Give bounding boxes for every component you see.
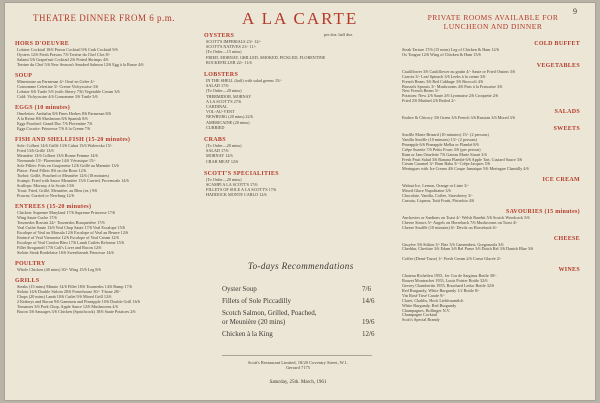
menu-line: Steaks (15 mins) Minute 14/6 Fillet 18/6 Tournedos 14/6 Rump 17/6 [17, 285, 133, 289]
menu-line: CRAB MEAT 12/6 [206, 159, 239, 164]
menu-line: Pineapple 6/6 Pineapple Melba or Flambé 8/6 [402, 142, 479, 147]
section-title: LOBSTERS [204, 72, 239, 78]
recommendation-price: 14/6 [362, 297, 375, 305]
section-title: SALADS [554, 109, 580, 116]
recommendations-separator [222, 355, 372, 356]
menu-line: Champagne Cocktail [402, 313, 438, 318]
section-title: CHEESE [553, 235, 580, 242]
menu-line: Tournedos Rossini 24/- Tournedos Bouquetière 17/6 [17, 221, 105, 225]
menu-line: Meunière 13/6 Colbert 13/6 Bonne Femme 14/6 [17, 154, 98, 158]
menu-line: Sirloin Steak Bordelaise 16/6 Sweetbreads Princesse 14/6 [17, 251, 114, 255]
menu-line: (To Order—15 mins) [206, 50, 242, 55]
menu-line: (To Order—20 mins) [206, 144, 242, 148]
section-title: ICE CREAM [542, 177, 580, 184]
section-title: SCOTT'S SPECIALITIES [204, 170, 279, 177]
menu-line: Cauliflower 3/6 Cauliflower au gratin 4/- Saute or Fried Onions 3/6 [402, 69, 516, 74]
menu-line: Cassata, Liqueur, Tutti Frutti, Pistachio 4/6 [402, 198, 475, 203]
menu-line: MORNAY 12/6 [206, 154, 233, 159]
menu-line: Whole Chicken (40 mins) 30/- Wing 15/6 Leg 8/6 [17, 268, 101, 272]
section-title: WINES [558, 267, 580, 274]
menu-line: Crêpe Suzette 7/6 Petits Fours 3/6 (per person) [402, 147, 481, 152]
recommendation-name: Chicken à la King [222, 330, 273, 338]
section-title: GRILLS [15, 278, 40, 284]
menu-line: Lobster Cocktail 10/6 Prawn Cocktail 9/6 Crab Cocktail 9/6 [17, 48, 118, 52]
menu-line: Fillet Stroganoff 17/6 Calf's Liver and Bacon 12/6 [17, 246, 102, 250]
menu-line: Veal Cutlet Saute 13/6 Veal Chop Saute 17/6 Veal Escalope 15/6 [17, 226, 126, 230]
menu-line: Ox Tongue 12/6 Wing of Chicken & Ham 15/6 [402, 52, 481, 57]
menu-line: HADDOCK MONTE CARLO 12/6 [206, 193, 267, 198]
menu-line: Meringues with Ice Cream 4/6 Coupe Jamaique 5/6 Meringue Chantilly 4/6 [402, 167, 529, 172]
menu-line: Fried 13/6 Grillé 13/6 [17, 149, 54, 153]
section-title: SOUP [15, 73, 33, 79]
menu-line: CURRIED [206, 125, 225, 130]
menu-line: Fried 2/6 Mashed 2/6 Boiled 2/- [402, 99, 456, 104]
menu-line: IN THE SHELL (half) with salad greens 15/- [206, 79, 282, 83]
menu-line: Vin Rosé Tirsé Carafe 9/- [402, 293, 445, 298]
section-title: SWEETS [553, 126, 580, 132]
menu-line: Claret, Chablis, Hock Liebfraumilch [402, 298, 464, 303]
menu-line: Champagnes, Bollinger N.V. [402, 308, 451, 313]
recommendation-name: or Meunière (20 mins) [222, 318, 286, 326]
restaurant-phone: Gerrard 7175 [285, 365, 311, 370]
menu-line: Sole: Colbert 14/6 Grillé 13/6 Cubat 15/6 Walewska 15/- [17, 144, 113, 148]
section-title: COLD BUFFET [534, 41, 580, 47]
recommendations-title: To-days Recommendations [248, 261, 354, 271]
menu-line: Bouzet Montrachet 1953, Louis Poirier Bottle 32/6 [402, 279, 488, 284]
recommendation-name: Oyster Soup [222, 285, 257, 293]
menu-line: Prawns: Curried or Newburg 12/6 [17, 194, 74, 198]
menu-line: Minestrone au Parmesan 4/- Oeuf en Gelee 4/- [17, 80, 96, 84]
menu-line: SALAD 17/6 [206, 149, 229, 154]
menu-line: 2 Kidneys and Bacon 9/6 Gammon and Pineapple 10/6 Double Grill 16/6 [17, 300, 140, 304]
menu-line: Gevrey Chambertin 1955, Bouchard Leduc Bottle 32/6 [402, 284, 495, 288]
menu-line: Chocolate, Vanilla, Coffee, Strawberry 3/- [402, 194, 473, 198]
menu-line: Cream Caramel 3/- Rum Baba 3/- Crêpe Jacques 5/6 [402, 162, 491, 167]
recommendation-price: 7/6 [362, 285, 371, 293]
restaurant-address: Scott's Restaurant Limited, 18/20 Coventry Street, W.1. [247, 360, 349, 365]
menu-line: Fresh Fruit Salad 3/6 Banana Flambé 6/6 Apple Tart, Custard Sauce 3/6 [402, 157, 523, 162]
menu-line: Emincé of Veal Viennoise 12/6 Escalope of Veal Cream 12/6 [17, 236, 119, 240]
section-title: HORS D'OEUVRE [15, 41, 70, 47]
menu-line: Potatoes: New 2/6 Saute 2/6 Lyonnaise 2/6 Croquette 2/6 [402, 94, 499, 99]
menu-line: Oysters 12/6 Fresh Prawns 7/6 Terrine du Chef Clos 8/- [17, 53, 111, 57]
recommendation-price: 12/6 [362, 330, 375, 338]
menu-line: Wing Saute Cuche 17/6 [17, 216, 57, 220]
menu-line: Brussels Sprouts 3/- Mushrooms 4/6 Peas à la Francaise 3/6 [402, 84, 503, 89]
menu-line: Anchovies or Sardines on Toast 4/- Welsh Rarebit 5/6 Scotch Woodcock 5/6 [402, 215, 530, 220]
menu-line: FRIED, MORNAY, GRILLED, SMOKED, PICKLED, FLORENTINE [206, 55, 326, 60]
section-title: POULTRY [15, 261, 46, 267]
menu-line: Endive & Chicory 3/6 Green 3/6 French 3/6 Russian 3/6 Mixed 3/6 [402, 116, 515, 121]
menu-line: New French Beans 5/- [402, 89, 440, 94]
menu-line: Eggs Poached: Grand Duc 7/6 Florentine 7/6 [17, 122, 93, 126]
menu-line: Turbot: Grillé, Poached or Meunière 12/6 (18 minutes) [17, 174, 109, 178]
menu-line: Bacon 3/6 Sausages 3/6 Chicken (Spatchcock) 18/6 Saute Potatoes 2/6 [17, 310, 136, 314]
section-title: VEGETABLES [536, 62, 580, 69]
private-rooms-heading-1: PRIVATE ROOMS AVAILABLE FOR [427, 13, 559, 22]
menu-line: Cold: Vichyssoise 4/6 Consomme 3/6 Turtle 5/6 [17, 95, 98, 99]
menu-line: Gruyère 3/6 Stilton 3/- Brie 3/6 Camembert, Gorgonzola 3/6 [402, 242, 504, 247]
menu-line: White Burgundy, Red Burgundy [402, 303, 457, 308]
menu-line: NEWBURG (20 mins) 22/6 [206, 115, 253, 120]
menu-line: Lobster 6/6 Turtle 5/6 (with Sherry 7/6) Vegetable Cream 3/6 [17, 90, 120, 94]
theatre-dinner-heading: THEATRE DINNER FROM 6 p.m. [33, 13, 176, 23]
menu-line: CARDINAL [206, 105, 228, 109]
menu-line: SCOTT'S NATIVES 21/- 11/- [206, 45, 257, 50]
menu-line: SCOTT'S IMPERIALS 23/- 12/- [206, 40, 262, 44]
menu-line: Mixed Glace Napolitaine 3/6 [402, 189, 451, 194]
menu-line: Consomme Celestine 3/- Creme Vichyssoise 3/6 [17, 85, 98, 89]
section-title: FISH AND SHELLFISH (15-20 minutes) [15, 137, 131, 143]
menu-line: Trout: Fried, Grillé, Meunière, au Bleu (ea.) 9/6 [17, 189, 98, 193]
menu-line: French Beans 3/6 Red Cabbage 3/6 Broccoli 4/6 [402, 79, 484, 84]
left-column [15, 3, 198, 400]
menu-line: Scallops: Mornay, à la Scotts 13/6 [17, 184, 75, 188]
menu-line: Salami 5/6 Grapefruit Cocktail 2/6 Potted Shrimps 4/6 [17, 58, 109, 62]
menu-line: (To Order—20 mins) [206, 177, 242, 182]
menu-line: Cheese Soufflé (10 minutes) 6/- Devils on Horseback 6/- [402, 225, 498, 230]
menu-line: Red Burgundy, White Burgundy 1/2 Bottle 8/- [402, 288, 480, 293]
price-heading: per doz. half doz. [324, 32, 354, 37]
menu-line: Rum or Jam Omelette 7/6 Gateau Marie Stuart 3/6 [402, 152, 487, 157]
recommendation-name: Fillets of Sole Piccadilly [222, 297, 292, 305]
menu-line: Carrots 3/- Leaf Spinach 3/6 Leeks à la creme 3/6 [402, 74, 486, 79]
page-number: 9 [573, 7, 577, 16]
menu-card [5, 3, 595, 400]
menu-line: SALAD 17/6 [206, 84, 229, 89]
menu-line: Cheese Straws 5/- Angels on Horseback 7/6 Mushrooms on Toast 4/- [402, 220, 518, 225]
menu-line: Chicken: Supreme Maryland 17/6 Supreme Princesse 17/6 [17, 211, 116, 215]
menu-line: Vanilla Souffle (10 minutes) 13/- (2 persons) [402, 137, 478, 142]
middle-column [202, 3, 394, 400]
menu-line: Sole Fillets: Frits en Goujonette 12/6 Grillé au Marmite 13/6 [17, 164, 119, 168]
a-la-carte-title: A LA CARTE [242, 9, 359, 28]
menu-line: A la Reine 8/6 Mushroom 8/6 Spanish 8/6 [17, 117, 88, 121]
menu-line: FILLETS OF SOLE A LA SCOTT'S 17/6 [206, 188, 277, 193]
section-title: ENTREES (15-20 minutes) [15, 204, 92, 210]
menu-date: Saturday, 25th. March, 1961 [269, 380, 327, 385]
menu-line: Sirloin 14/6 Double Sirloin 28/6 Porterhouse 30/- T-bone 28/- [17, 290, 121, 294]
menu-line: Plaice: Fried Fillets 8/6 on the Bone 12/6 [17, 169, 86, 173]
menu-line: (To Order—20 mins) [206, 89, 242, 94]
menu-line: Souffle Marie Brizard (10 minutes) 15/- (2 persons) [402, 133, 489, 137]
menu-line: Scampi: Fried with Sauce Meunière 13/6 Curried, Provencale 14/6 [17, 179, 129, 183]
section-title: CRABS [204, 137, 226, 143]
private-rooms-heading-2: LUNCHEON AND DINNER [443, 22, 543, 31]
menu-line: VOL-AU-VENT [206, 110, 235, 115]
menu-line: Escalope of Veal Cordon Bleu 17/6 Lamb Cutlets Reforme 15/6 [17, 241, 125, 245]
menu-line: THERMIDOR, MORNAY [206, 94, 252, 99]
menu-line: Scott's Special Brandy [402, 318, 440, 323]
menu-line: Chops (20 mins) Lamb 10/6 Cutlet 9/6 Mixed Grill 12/6 [17, 295, 112, 299]
menu-line: ROCKEFELLER 22/- 11/6 [206, 60, 252, 65]
menu-line: A LA SCOTT'S 27/6 [206, 99, 242, 104]
menu-line: Steak Tartare 17/6 (15 mins) Leg of Chicken & Ham 12/6 [402, 48, 499, 52]
menu-line: Walnut Ice, Lemon, Orange or Lime 3/- [402, 184, 469, 189]
section-title: SAVOURIES (15 minutes) [505, 208, 580, 215]
menu-line: Tomatoes 3/6 Pork Chop, Apple Sauce 12/6 Mushrooms 4/6 [17, 305, 118, 309]
menu-line: SCAMPI A LA SCOTT'S 17/6 [206, 183, 258, 187]
menu-line: Terrine du Chef 5/6 New Season's Smoked Salmon 12/6 Egg à la Russe 4/6 [17, 63, 144, 67]
menu-line: Normande 15/- Florentine 14/6 Véronique 15/- [17, 159, 96, 163]
recommendation-price: 19/6 [362, 318, 375, 326]
menu-line: Omelettes: Arnhalus 8/6 Fines Herbes 8/6 Parmesan 8/6 [17, 112, 111, 116]
menu-line: Escalope of Veal au Marsala 12/6 Escalope of Veal au Beurre 12/6 [17, 231, 129, 235]
menu-line: Cheddar, Cheshire 3/6 Edam 3/6 Bel Paese 3/6 Dutch Bel 3/6 Danish Blue 3/6 [402, 247, 534, 252]
menu-line: Chateau Richelieu 1955, 1er Cru de Sarginas Bottle 30/- [402, 274, 497, 279]
section-title: EGGS (10 minutes) [15, 105, 71, 111]
right-column [398, 3, 586, 400]
recommendation-name: Scotch Salmon, Grilled, Poached, [222, 309, 317, 317]
menu-line: Eggs Cocotte: Princesse 7/6 A la Creme 7/6 [17, 127, 91, 131]
section-title: OYSTERS [204, 33, 235, 39]
menu-line: AMERICAINE (20 mins) [206, 120, 250, 125]
menu-line: Coffee (Demi-Tasse) 1/- Fresh Cream 2/6 Coeur Glacée 2/- [402, 257, 502, 262]
